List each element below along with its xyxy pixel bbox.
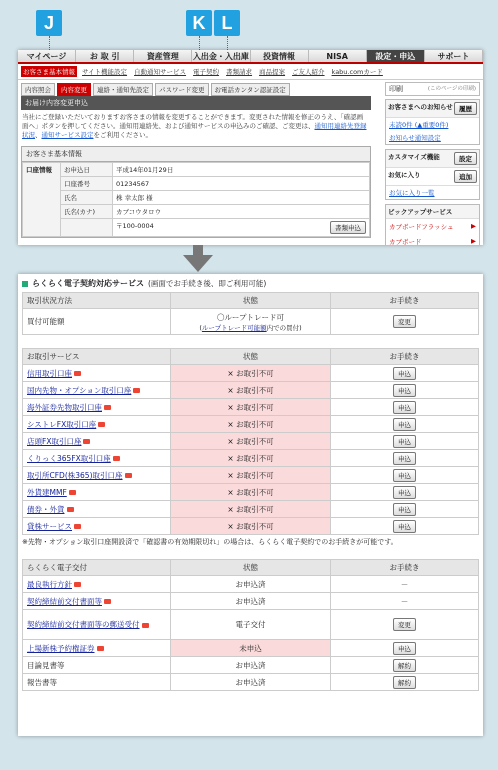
- table-row: [23, 467, 479, 484]
- external-link-icon: [69, 490, 76, 495]
- table-header-row: [23, 293, 479, 309]
- delivery-action: [331, 610, 479, 640]
- field-label: 口座番号: [61, 177, 113, 191]
- status-paren-close: 内での買付): [266, 323, 302, 332]
- service-action: [331, 518, 479, 535]
- delivery-action: [331, 593, 479, 610]
- pickup-title: ピックアップサービス: [388, 208, 453, 216]
- tab-view[interactable]: 内容照会: [21, 83, 55, 96]
- nav-assets[interactable]: 資産管理: [134, 50, 192, 62]
- service-link[interactable]: くりっく365FX取引口座: [27, 453, 111, 463]
- service-name-cell: [23, 382, 171, 399]
- customize-settings-button[interactable]: 設定: [454, 152, 477, 165]
- service-note: ※先物・オプション取引口座開設済で「確認書の有効期限切れ」の場合は、らくらく電子契約でのお手続きが可能です。: [22, 538, 398, 546]
- row-action: [331, 309, 479, 335]
- delivery-name-cell: [23, 657, 171, 674]
- service-name-cell: [23, 450, 171, 467]
- delivery-action: [331, 640, 479, 657]
- column-header: お手続き: [331, 349, 479, 365]
- delivery-name-cell: [23, 593, 171, 610]
- service-status: × お取引不可: [171, 484, 331, 501]
- delivery-action-button[interactable]: 解約: [393, 676, 416, 689]
- table-row: [23, 484, 479, 501]
- delivery-link[interactable]: 上場新株予約権証券: [27, 643, 95, 653]
- delivery-status: お申込済: [171, 576, 331, 593]
- trade-service-table: [22, 348, 479, 535]
- table-row: [23, 674, 479, 691]
- service-status: × お取引不可: [171, 450, 331, 467]
- nav-nisa[interactable]: NISA: [309, 50, 367, 62]
- status-paren-open: (: [199, 323, 202, 332]
- service-status: × お取引不可: [171, 518, 331, 535]
- table-row: [23, 518, 479, 535]
- service-action: [331, 450, 479, 467]
- print-label[interactable]: 印刷: [389, 85, 403, 93]
- table-row: [23, 576, 479, 593]
- delivery-action-button[interactable]: 申込: [393, 642, 416, 655]
- external-link-icon: [125, 473, 132, 478]
- delivery-link[interactable]: 契約締結前交付書面等の郵送受付: [27, 620, 140, 629]
- e-delivery-table: [22, 559, 479, 691]
- table-row: [23, 309, 479, 335]
- delivery-name: 報告書等: [27, 677, 57, 687]
- link-contact-status[interactable]: 通知用連絡先登録状況: [22, 122, 367, 139]
- table-header-row: [23, 560, 479, 576]
- service-action: [331, 433, 479, 450]
- nav-info[interactable]: 投資情報: [251, 50, 309, 62]
- apply-button[interactable]: 申込: [393, 486, 416, 499]
- field-label: お申込日: [61, 163, 113, 177]
- delivery-action: [331, 576, 479, 593]
- service-status: × お取引不可: [171, 399, 331, 416]
- loop-trade-limit-link[interactable]: ループトレード可能額: [201, 323, 267, 332]
- service-status: × お取引不可: [171, 501, 331, 518]
- field-label: 氏名: [61, 191, 113, 205]
- change-button[interactable]: 変更: [393, 315, 416, 328]
- table-row: [23, 657, 479, 674]
- delivery-link[interactable]: 最良執行方針: [27, 579, 72, 589]
- pickup-kabuboard[interactable]: カブボード: [389, 238, 422, 245]
- table-row: [23, 640, 479, 657]
- apply-button[interactable]: 申込: [393, 435, 416, 448]
- field-value: 株 幸太郎 様: [113, 191, 370, 205]
- field-value: 01234567: [113, 177, 370, 191]
- service-status: × お取引不可: [171, 467, 331, 484]
- link-notify-settings[interactable]: 通知サービス設定: [41, 131, 94, 139]
- delivery-status: お申込済: [171, 674, 331, 691]
- service-name-cell: [23, 467, 171, 484]
- apply-button[interactable]: 申込: [393, 469, 416, 482]
- delivery-link[interactable]: 契約締結前交付書面等: [27, 596, 102, 606]
- service-status: × お取引不可: [171, 382, 331, 399]
- table-row: [23, 365, 479, 382]
- subnav-e-contract[interactable]: 電子契約: [193, 68, 220, 76]
- delivery-name-cell: [23, 674, 171, 691]
- nav-mypage[interactable]: マイページ: [18, 50, 76, 62]
- profile-page-screenshot: [18, 50, 483, 245]
- subnav-referral[interactable]: ご友人紹介: [292, 68, 325, 76]
- apply-button[interactable]: 申込: [393, 520, 416, 533]
- nav-support[interactable]: サポート: [425, 50, 483, 62]
- basic-info-section: [21, 146, 371, 238]
- tab-contact[interactable]: 連絡・通知先設定: [93, 83, 153, 96]
- notice-settings-link[interactable]: お知らせ通知設定: [389, 134, 441, 142]
- table-row: [23, 433, 479, 450]
- table-row: [23, 416, 479, 433]
- global-nav: [18, 50, 483, 64]
- field-value: 平成14年01月29日: [113, 163, 370, 177]
- notice-title: お客さまへのお知らせ: [388, 103, 453, 111]
- external-link-icon: [113, 456, 120, 461]
- customize-title: カスタマイズ機能: [388, 153, 440, 161]
- field-value: カブコウタロウ: [113, 205, 370, 219]
- notice-box: [385, 99, 480, 145]
- column-header: お手続き: [331, 560, 479, 576]
- table-row: [23, 399, 479, 416]
- delivery-status: 未申込: [171, 640, 331, 657]
- delivery-name-cell: [23, 576, 171, 593]
- service-link[interactable]: 外貨建MMF: [27, 487, 67, 497]
- subnav-proposal[interactable]: 商品提案: [259, 68, 286, 76]
- service-link[interactable]: 海外証券先物取引口座: [27, 402, 102, 412]
- apply-button[interactable]: 申込: [393, 418, 416, 431]
- column-header: 取引状況方法: [23, 293, 171, 309]
- column-header: らくらく電子交付: [23, 560, 171, 576]
- external-link-icon: [98, 422, 105, 427]
- table-header-row: [23, 349, 479, 365]
- subnav-doc-request[interactable]: 書類請求: [226, 68, 253, 76]
- service-action: [331, 467, 479, 484]
- callout-j: J: [36, 10, 62, 36]
- favorites-list-link[interactable]: お気に入り一覧: [389, 189, 435, 197]
- service-link[interactable]: 貸株サービス: [27, 521, 72, 531]
- notice-history-button[interactable]: 履歴: [454, 102, 477, 115]
- delivery-action: [331, 657, 479, 674]
- no-action-dash: －: [400, 579, 409, 589]
- apply-button[interactable]: 申込: [393, 452, 416, 465]
- subnav-auto-notify[interactable]: 自動通知サービス: [134, 68, 187, 76]
- intro-separator: 、: [35, 131, 42, 139]
- service-name-cell: [23, 501, 171, 518]
- service-action: [331, 484, 479, 501]
- external-link-icon: [104, 599, 111, 604]
- row-name: 買付可能額: [23, 309, 171, 335]
- subnav-basic-info[interactable]: お客さま基本情報: [23, 68, 75, 76]
- table-row: [23, 205, 370, 219]
- external-link-icon: [74, 371, 81, 376]
- table-row: [23, 610, 479, 640]
- table-row: [23, 177, 370, 191]
- apply-button[interactable]: 申込: [393, 367, 416, 380]
- field-value: [113, 219, 370, 237]
- subnav-card[interactable]: kabu.comカード: [331, 68, 383, 76]
- favorites-add-button[interactable]: 追加: [454, 170, 477, 183]
- service-name-cell: [23, 399, 171, 416]
- delivery-name: 目論見書等: [27, 660, 65, 670]
- service-status: × お取引不可: [171, 433, 331, 450]
- pickup-kabuboard-flash[interactable]: カブボードフラッシュ: [389, 223, 454, 231]
- service-name-cell: [23, 433, 171, 450]
- apply-button[interactable]: 申込: [393, 503, 416, 516]
- service-link[interactable]: シストレFX取引口座: [27, 419, 97, 429]
- service-action: [331, 416, 479, 433]
- service-status: × お取引不可: [171, 416, 331, 433]
- table-row: [23, 450, 479, 467]
- e-delivery-rows: [23, 576, 479, 691]
- down-arrow-icon: [183, 255, 213, 272]
- table-row: [23, 219, 370, 237]
- service-name-cell: [23, 484, 171, 501]
- apply-button[interactable]: 申込: [393, 401, 416, 414]
- nav-trade[interactable]: お 取 引: [76, 50, 134, 62]
- service-action: [331, 399, 479, 416]
- intro-end: をご利用ください。: [93, 131, 152, 139]
- customize-box: [385, 149, 480, 200]
- green-square-icon: [22, 281, 28, 287]
- column-header: 状態: [171, 293, 331, 309]
- external-link-icon: [133, 388, 140, 393]
- chevron-right-icon: ▶: [471, 237, 476, 245]
- print-note: (このページの印刷): [427, 86, 476, 92]
- basic-info-heading: お客さま基本情報: [22, 147, 370, 162]
- down-arrow-shaft: [193, 245, 203, 255]
- e-contract-title: [22, 276, 479, 292]
- service-link[interactable]: 取引所CFD(株365)取引口座: [27, 470, 123, 480]
- section-bar: お届け内容変更申込: [21, 96, 371, 110]
- chevron-right-icon: ▶: [471, 222, 476, 230]
- delivery-action: [331, 674, 479, 691]
- service-action: [331, 501, 479, 518]
- service-status: × お取引不可: [171, 365, 331, 382]
- service-action: [331, 382, 479, 399]
- no-action-dash: －: [400, 596, 409, 606]
- column-header: お取引サービス: [23, 349, 171, 365]
- print-box[interactable]: [385, 82, 480, 96]
- table-row: [23, 163, 370, 177]
- external-link-icon: [104, 405, 111, 410]
- table-row: [23, 501, 479, 518]
- e-contract-screenshot: [18, 274, 483, 736]
- e-contract-subtitle: (画面でお手続き後、即ご利用可能): [148, 279, 267, 288]
- row-status: [171, 309, 331, 335]
- tab-password[interactable]: パスワード変更: [155, 83, 209, 96]
- service-link[interactable]: 国内先物・オプション取引口座: [27, 385, 132, 395]
- delivery-action-button[interactable]: 変更: [393, 618, 416, 631]
- postal-code: 〒100-0004: [116, 222, 154, 230]
- favorites-label: お気に入り: [388, 171, 421, 179]
- delivery-status: 電子交付: [171, 610, 331, 640]
- external-link-icon: [74, 524, 81, 529]
- external-link-icon: [142, 623, 149, 628]
- field-label: 氏名(カナ): [61, 205, 113, 219]
- unread-link[interactable]: 未読0件 (▲重要0件): [389, 121, 449, 129]
- doc-apply-button[interactable]: 書類申込: [330, 221, 366, 234]
- callout-k: K: [186, 10, 212, 36]
- table-row: [23, 593, 479, 610]
- column-header: 状態: [171, 560, 331, 576]
- intro-body: 当社にご登録いただいておりますお客さまの情報を変更することができます。変更された情報を修正のうえ、「確認画面へ」ボタンを押してください。通知用連絡先、および通知サービスの申込みのご確認、ご変更は、: [22, 113, 364, 130]
- apply-button[interactable]: 申込: [393, 384, 416, 397]
- external-link-icon: [74, 582, 81, 587]
- column-header: 状態: [171, 349, 331, 365]
- service-link[interactable]: 店頭FX取引口座: [27, 436, 82, 446]
- service-link[interactable]: 信用取引口座: [27, 368, 72, 378]
- external-link-icon: [83, 439, 90, 444]
- nav-deposit[interactable]: 入出金・入出庫: [192, 52, 249, 61]
- external-link-icon: [97, 646, 104, 651]
- service-action: [331, 365, 479, 382]
- account-info-table: [22, 162, 370, 237]
- field-label: [61, 219, 113, 237]
- table-row: [23, 382, 479, 399]
- right-sidebar: [385, 82, 480, 245]
- delivery-status: お申込済: [171, 657, 331, 674]
- external-link-icon: [67, 507, 74, 512]
- account-group-label: 口座情報: [23, 163, 61, 237]
- tab-edit[interactable]: 内容変更: [57, 83, 91, 96]
- status-line1: 〇ループトレード可: [216, 312, 285, 322]
- service-name-cell: [23, 416, 171, 433]
- service-name-cell: [23, 365, 171, 382]
- e-contract-heading: らくらく電子契約対応サービス: [32, 279, 144, 288]
- service-link[interactable]: 債券・外貨: [27, 504, 65, 514]
- intro-text: [18, 110, 373, 143]
- column-header: お手続き: [331, 293, 479, 309]
- nav-settings[interactable]: 設定・申込: [367, 50, 425, 62]
- callout-l: L: [214, 10, 240, 36]
- delivery-action-button[interactable]: 解約: [393, 659, 416, 672]
- trade-method-table: [22, 292, 479, 335]
- table-row: [23, 191, 370, 205]
- trade-service-rows: [23, 365, 479, 535]
- delivery-name-cell: [23, 610, 171, 640]
- tab-phone-auth[interactable]: お電話カンタン認証設定: [211, 83, 290, 96]
- settings-subnav: [18, 64, 483, 80]
- delivery-status: お申込済: [171, 593, 331, 610]
- delivery-name-cell: [23, 640, 171, 657]
- subnav-site-settings[interactable]: サイト機能設定: [82, 68, 128, 76]
- pickup-box: [385, 204, 480, 245]
- service-name-cell: [23, 518, 171, 535]
